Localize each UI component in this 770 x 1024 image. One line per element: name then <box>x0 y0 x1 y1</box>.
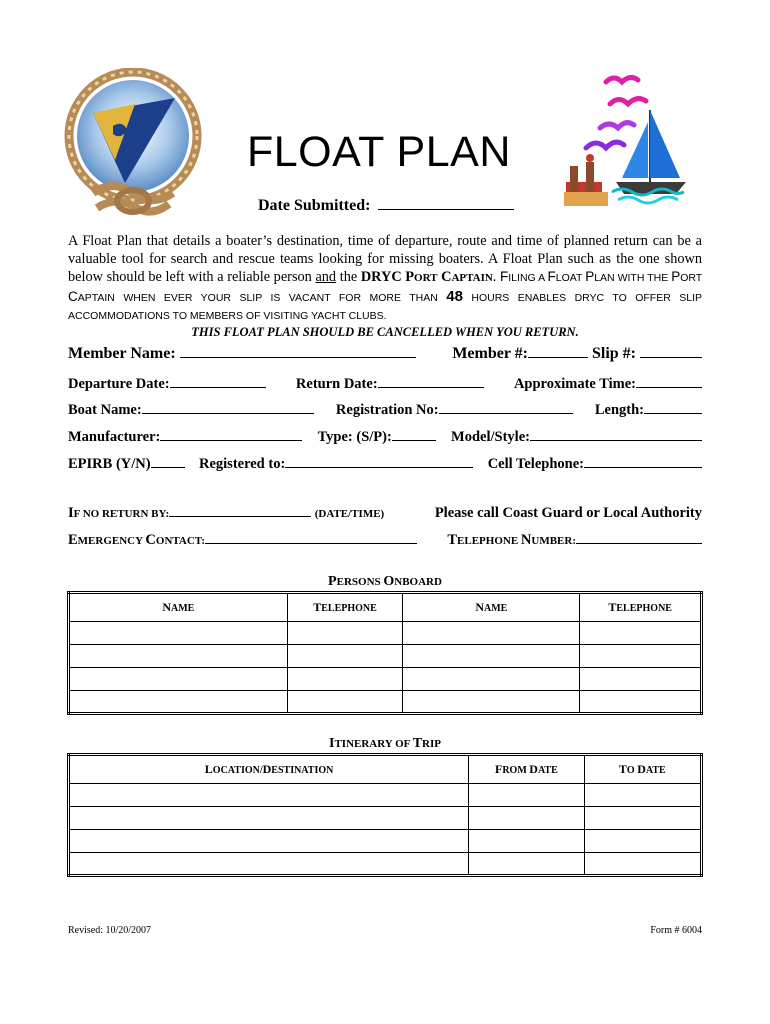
sc-4: LOAT <box>555 272 586 284</box>
registration-blank[interactable] <box>439 400 573 414</box>
emergency-contact-field[interactable] <box>68 530 417 549</box>
approx-time-label: Approximate Time: <box>513 376 636 392</box>
po-o: O <box>383 574 395 589</box>
table-cell[interactable] <box>584 807 701 830</box>
po-p: P <box>328 574 337 589</box>
sc-5: P <box>585 269 595 284</box>
type-blank[interactable] <box>392 427 436 441</box>
manufacturer-field[interactable] <box>68 427 302 446</box>
table-cell[interactable] <box>69 784 469 807</box>
type-label: Type: (S/P): <box>317 429 392 445</box>
table-row[interactable] <box>69 691 702 714</box>
intro-text: A Float Plan that details a boater’s destination, time of departure, route and time of planned return can be a valuable tool for search and rescue teams looking for missing boaters. A Float Plan such as the one shown below should be left with a reliable person <box>68 233 702 285</box>
emergency-c: C <box>145 532 156 548</box>
epirb-blank[interactable] <box>151 454 185 468</box>
manufacturer-blank[interactable] <box>160 427 302 441</box>
member-no-blank[interactable] <box>528 344 588 358</box>
model-blank[interactable] <box>530 427 702 441</box>
it-t: T <box>412 736 423 751</box>
intro-ort: ORT <box>414 272 438 284</box>
revised-date: Revised: 10/20/2007 <box>68 925 152 936</box>
table-cell[interactable] <box>584 784 701 807</box>
date-time-label: (DATE/TIME) <box>314 508 385 520</box>
table-cell[interactable] <box>469 830 584 853</box>
name-header <box>69 593 288 622</box>
slip-no-label: Slip #: <box>591 345 636 362</box>
po-rest: ERSONS <box>336 576 384 588</box>
table-cell[interactable] <box>469 784 584 807</box>
table-cell[interactable] <box>403 691 580 714</box>
table-row[interactable] <box>69 668 702 691</box>
registered-to-label: Registered to: <box>198 456 286 472</box>
length-blank[interactable] <box>644 400 702 414</box>
po-rest2: NBOARD <box>394 576 442 588</box>
no-return-field[interactable] <box>68 503 384 522</box>
table-cell[interactable] <box>469 853 584 876</box>
table-row[interactable] <box>69 853 702 876</box>
name-header-2 <box>403 593 580 622</box>
club-logo <box>63 68 203 224</box>
it-i: I <box>329 736 335 751</box>
cell-telephone-blank[interactable] <box>584 454 702 468</box>
from-date-header <box>469 755 584 784</box>
telephone-number-field[interactable] <box>447 530 702 549</box>
table-row[interactable] <box>69 830 702 853</box>
it-rest2: RIP <box>422 738 441 750</box>
ph-1: N <box>162 600 172 614</box>
cell-telephone-label: Cell Telephone: <box>487 456 584 472</box>
sc-6: LAN WITH THE <box>594 272 672 284</box>
location-header <box>69 755 469 784</box>
table-row[interactable] <box>69 784 702 807</box>
form-number: Form # 6004 <box>650 925 702 936</box>
ih-8: ATE <box>537 765 558 776</box>
ih-7: D <box>529 762 538 776</box>
table-row[interactable] <box>69 622 702 645</box>
intro-and: and <box>315 269 337 285</box>
ih-1: L <box>204 762 213 776</box>
sc-2: ILING A <box>508 272 548 284</box>
emergency-rest: MERGENCY <box>77 535 146 547</box>
ph-7: T <box>608 600 617 614</box>
approx-time-blank[interactable] <box>636 374 702 388</box>
ih-9: T <box>618 762 627 776</box>
persons-header-row <box>69 593 702 622</box>
return-date-blank[interactable] <box>378 374 484 388</box>
telephone-header-2 <box>580 593 702 622</box>
no-return-row <box>68 503 702 522</box>
departure-date-label: Departure Date: <box>68 376 170 392</box>
member-slip-group <box>452 344 702 363</box>
page-title: FLOAT PLAN <box>247 128 511 176</box>
ih-4: ESTINATION <box>271 765 334 776</box>
no-return-label: F NO RETURN BY: <box>73 508 170 520</box>
table-cell[interactable] <box>69 622 288 645</box>
table-cell[interactable] <box>69 645 288 668</box>
hours-48: 48 <box>446 287 463 305</box>
sc-10: APTAIN WHEN EVER YOUR SLIP IS VACANT FOR MORE THAN <box>77 291 447 304</box>
sc-1: F <box>500 269 509 284</box>
ih-12: ATE <box>645 765 666 776</box>
intro-dot: . <box>492 269 501 285</box>
departure-date-field[interactable] <box>68 374 266 393</box>
ih-6: ROM <box>502 765 530 776</box>
registration-field[interactable] <box>336 400 573 419</box>
member-name-field[interactable] <box>68 344 416 363</box>
epirb-label: EPIRB (Y/N) <box>68 456 151 472</box>
return-date-field[interactable] <box>296 374 484 393</box>
return-date-label: Return Date: <box>295 376 378 392</box>
telephone-t: T <box>447 532 458 548</box>
table-cell[interactable] <box>69 691 288 714</box>
intro-aptain: APTAIN <box>451 272 493 284</box>
table-cell[interactable] <box>580 668 702 691</box>
registered-to-field[interactable] <box>199 454 473 473</box>
table-cell[interactable] <box>584 853 701 876</box>
itinerary-table <box>67 753 703 877</box>
boat-row <box>68 400 702 419</box>
sc-8: ORT <box>680 272 703 284</box>
departure-row <box>68 374 702 393</box>
boat-name-blank[interactable] <box>142 400 314 414</box>
ph-4: ELEPHONE <box>321 603 377 614</box>
it-rest: TINERARY OF <box>334 738 413 750</box>
emergency-e: E <box>68 532 78 548</box>
member-name-label: Member Name: <box>68 345 176 362</box>
ih-2: OCATION/ <box>212 765 263 776</box>
no-return-blank[interactable] <box>169 503 311 517</box>
ih-5: F <box>494 762 503 776</box>
table-cell[interactable] <box>580 691 702 714</box>
table-cell[interactable] <box>69 830 469 853</box>
sc-7: P <box>671 269 681 284</box>
telephone-rest: ELEPHONE <box>457 535 521 547</box>
telephone-n: N <box>520 532 532 548</box>
sc-9: C <box>68 288 78 304</box>
table-cell[interactable] <box>69 668 288 691</box>
model-label: Model/Style: <box>451 429 530 445</box>
ih-10: O <box>626 765 638 776</box>
table-cell[interactable] <box>469 807 584 830</box>
table-cell[interactable] <box>69 807 469 830</box>
table-cell[interactable] <box>287 691 403 714</box>
intro-the: the <box>336 269 361 285</box>
table-cell[interactable] <box>403 668 580 691</box>
to-date-header <box>584 755 701 784</box>
departure-date-blank[interactable] <box>170 374 266 388</box>
dryc-port-captain <box>361 269 493 285</box>
telephone-number-blank[interactable] <box>576 530 702 544</box>
ih-3: D <box>262 762 272 776</box>
date-submitted-blank[interactable] <box>378 196 514 210</box>
sc-3: F <box>547 269 556 284</box>
intro-dryc: DRYC P <box>360 269 415 285</box>
slip-no-blank[interactable] <box>640 344 702 358</box>
ph-3: T <box>313 600 322 614</box>
table-row[interactable] <box>69 645 702 668</box>
sc-11: HOURS ENABLES DRYC TO OFFER SLIP ACCOMMODATIONS TO MEMBERS OF VISITING YACHT CLUBS. <box>68 291 702 322</box>
table-cell[interactable] <box>403 645 580 668</box>
table-cell[interactable] <box>584 830 701 853</box>
table-cell[interactable] <box>287 668 403 691</box>
epirb-row <box>68 454 702 473</box>
emergency-row <box>68 530 702 549</box>
telephone-header <box>287 593 403 622</box>
registration-label: Registration No: <box>335 402 439 418</box>
model-field[interactable] <box>451 427 702 446</box>
member-name-blank[interactable] <box>180 344 416 358</box>
emergency-contact-blank[interactable] <box>205 530 417 544</box>
ih-11: D <box>637 762 646 776</box>
date-submitted-field[interactable] <box>258 196 514 215</box>
persons-table <box>67 591 703 715</box>
boat-name-label: Boat Name: <box>68 402 142 418</box>
ph-6: AME <box>484 603 508 614</box>
cancel-notice: THIS FLOAT PLAN SHOULD BE CANCELLED WHEN YOU RETURN. <box>191 325 579 339</box>
manufacturer-row <box>68 427 702 446</box>
table-row[interactable] <box>69 807 702 830</box>
table-cell[interactable] <box>287 645 403 668</box>
emergency-label: ONTACT: <box>155 535 205 547</box>
intro-c: C <box>437 269 452 285</box>
date-submitted-label: Date Submitted: <box>258 197 371 214</box>
call-authority-text: Please call Coast Guard or Local Authority <box>434 505 702 521</box>
sailboat-clipart <box>560 70 690 210</box>
manufacturer-label: Manufacturer: <box>68 429 161 445</box>
registered-to-blank[interactable] <box>285 454 473 468</box>
ph-5: N <box>475 600 485 614</box>
table-cell[interactable] <box>69 853 469 876</box>
table-cell[interactable] <box>580 645 702 668</box>
cell-telephone-field[interactable] <box>488 454 702 473</box>
epirb-field[interactable] <box>68 454 185 473</box>
persons-onboard-title <box>0 574 770 590</box>
itinerary-title <box>0 736 770 752</box>
length-field[interactable] <box>595 400 702 419</box>
table-cell[interactable] <box>287 622 403 645</box>
boat-name-field[interactable] <box>68 400 314 419</box>
table-cell[interactable] <box>403 622 580 645</box>
type-field[interactable] <box>318 427 436 446</box>
telephone-label: UMBER: <box>531 535 576 547</box>
member-row <box>68 344 702 363</box>
member-no-label: Member #: <box>452 345 528 362</box>
ph-8: ELEPHONE <box>616 603 672 614</box>
length-label: Length: <box>594 402 644 418</box>
no-return-i: I <box>68 505 74 521</box>
table-cell[interactable] <box>580 622 702 645</box>
ph-2: AME <box>171 603 195 614</box>
approx-time-field[interactable] <box>514 374 702 393</box>
intro-paragraph <box>68 233 702 326</box>
itinerary-header-row <box>69 755 702 784</box>
